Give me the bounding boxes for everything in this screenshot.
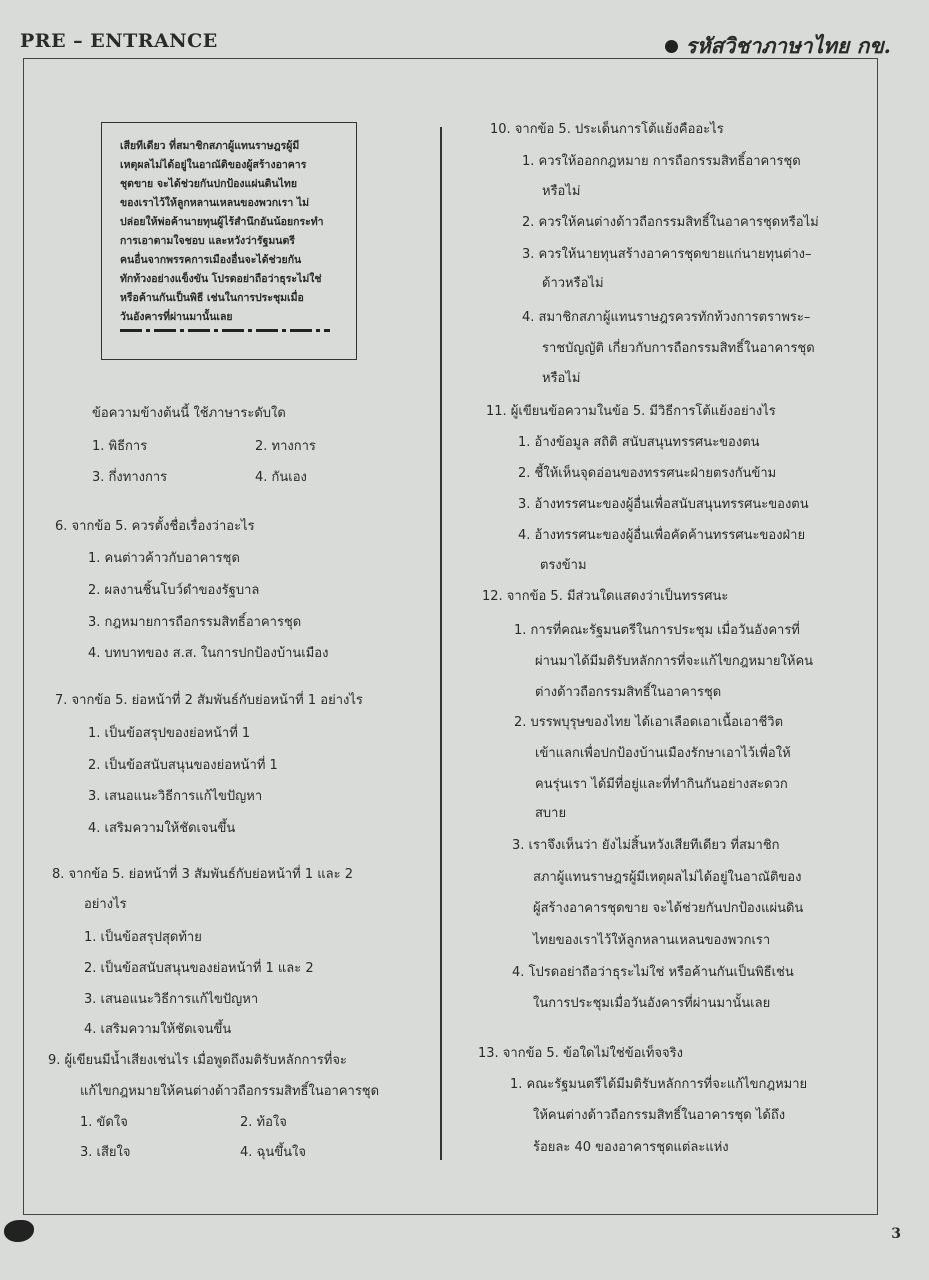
ink-smudge [4,1220,34,1242]
option: 1. คณะรัฐมนตรีได้มีมติรับหลักการที่จะแก้ไขกฎหมาย [510,1077,808,1092]
quote-line: คนอื่นจากพรรคการเมืองอื่นจะได้ช่วยกัน [120,254,302,266]
option: 3. เสนอแนะวิธีการแก้ไขปัญหา [88,789,263,804]
option-cont: ราชบัญญัติ เกี่ยวกับการถือกรรมสิทธิ์ในอาคารชุด [542,341,815,356]
option-cont: คนรุ่นเรา ได้มีที่อยู่และที่ทำกินกันอย่างสะดวก [535,777,788,792]
option: 3. เสียใจ [80,1145,131,1160]
option-cont: ผู้สร้างอาคารชุดขาย จะได้ช่วยกันปกป้องแผ่นดิน [533,901,804,916]
option: 2. เป็นข้อสนับสนุนของย่อหน้าที่ 1 [88,758,278,773]
option: 1. ขัดใจ [80,1115,128,1130]
option: 4. บทบาทของ ส.ส. ในการปกป้องบ้านเมือง [88,646,329,661]
option: 3. อ้างทรรศนะของผู้อื่นเพื่อสนับสนุนทรรศนะของตน [518,497,809,512]
option: 2. ควรให้คนต่างด้าวถือกรรมสิทธิ์ในอาคารชุดหรือไม่ [522,215,819,230]
question-9-cont: แก้ไขกฎหมายให้คนต่างด้าวถือกรรมสิทธิ์ในอาคารชุด [80,1084,380,1099]
option-cont: ผ่านมาได้มีมติรับหลักการที่จะแก้ไขกฎหมายให้คน [535,654,814,669]
question-8-cont: อย่างไร [84,897,127,912]
option: 4. กันเอง [255,470,307,485]
quote-line: การเอาตามใจชอบ และหวังว่ารัฐมนตรี [120,235,295,247]
option: 4. เสริมความให้ชัดเจนขึ้น [84,1022,232,1037]
option-cont: สบาย [535,806,567,821]
option: 3. เสนอแนะวิธีการแก้ไขปัญหา [84,992,259,1007]
option: 4. อ้างทรรศนะของผู้อื่นเพื่อคัดค้านทรรศนะของฝ่าย [518,528,806,543]
option: 1. ควรให้ออกกฎหมาย การถือกรรมสิทธิ์อาคารชุด [522,154,801,169]
question-9: 9. ผู้เขียนมีน้ำเสียงเช่นไร เมื่อพูดถึงมติรับหลักการที่จะ [48,1053,347,1068]
quote-line: ปล่อยให้พ่อค้านายทุนผู้ไร้สำนึกอันน้อยกระทำ [120,216,324,228]
question-12: 12. จากข้อ 5. มีส่วนใดแสดงว่าเป็นทรรศนะ [482,589,729,604]
option: 2. บรรพบุรุษของไทย ได้เอาเลือดเอาเนื้อเอาชีวิต [514,715,784,730]
quote-line: วันอังคารที่ผ่านมานั้นเลย [120,311,233,323]
column-divider [440,127,442,1160]
option: 3. กฎหมายการถือกรรมสิทธิ์อาคารชุด [88,615,302,630]
option: 2. เป็นข้อสนับสนุนของย่อหน้าที่ 1 และ 2 [84,961,314,976]
bullet-icon [665,40,678,53]
quote-line: ของเราไว้ให้ลูกหลานเหลนของพวกเรา ไม่ [120,197,310,209]
question-text: ข้อความข้างต้นนี้ ใช้ภาษาระดับใด [92,406,286,421]
option: 3. ควรให้นายทุนสร้างอาคารชุดขายแก่นายทุนต่าง– [522,247,812,262]
quote-box [101,122,357,360]
quote-line: เสียทีเดียว ที่สมาชิกสภาผู้แทนราษฎรผู้มี [120,140,300,152]
option-cont: ด้าวหรือไม่ [542,276,604,291]
option: 2. ท้อใจ [240,1115,287,1130]
option: 2. ผลงานชิ้นโบว์ดำของรัฐบาล [88,583,260,598]
option: 4. สมาชิกสภาผู้แทนราษฎรควรทักท้วงการตราพระ– [522,310,811,325]
option: 1. อ้างข้อมูล สถิติ สนับสนุนทรรศนะของตน [518,435,760,450]
option-cont: เข้าแลกเพื่อปกป้องบ้านเมืองรักษาเอาไว้เพื่อให้ [535,746,791,761]
subject-code: รหัสวิชาภาษาไทย กข. [685,33,891,58]
option-cont: ต่างด้าวถือกรรมสิทธิ์ในอาคารชุด [535,685,722,700]
question-7: 7. จากข้อ 5. ย่อหน้าที่ 2 สัมพันธ์กับย่อหน้าที่ 1 อย่างไร [55,693,363,708]
option-cont: สภาผู้แทนราษฎรผู้มีเหตุผลไม่ได้อยู่ในอาณัติของ [533,870,802,885]
question-10: 10. จากข้อ 5. ประเด็นการโต้แย้งคืออะไร [490,122,724,137]
option: 1. คนต่าวค้าวกับอาคารชุด [88,551,240,566]
option-cont: ตรงข้าม [540,558,587,573]
question-8: 8. จากข้อ 5. ย่อหน้าที่ 3 สัมพันธ์กับย่อหน้าที่ 1 และ 2 [52,867,354,882]
option: 4. โปรดอย่าถือว่าธุระไม่ใช่ หรือค้านกันเป็นพิธีเช่น [512,965,794,980]
question-11: 11. ผู้เขียนข้อความในข้อ 5. มีวิธีการโต้แย้งอย่างไร [486,404,776,419]
option-cont: ร้อยละ 40 ของอาคารชุดแต่ละแห่ง [533,1140,729,1155]
option: 1. เป็นข้อสรุปสุดท้าย [84,930,202,945]
option-cont: หรือไม่ [542,184,581,199]
option-cont: ให้คนต่างด้าวถือกรรมสิทธิ์ในอาคารชุด ได้ถึง [533,1108,786,1123]
option: 4. ฉุนขึ้นใจ [240,1145,307,1160]
quote-line: ทักท้วงอย่างแข็งขัน โปรดอย่าถือว่าธุระไม่ใช่ [120,273,322,285]
header-left: PRE – ENTRANCE [20,30,218,52]
option: 1. การที่คณะรัฐมนตรีในการประชุม เมื่อวันอังคารที่ [514,623,800,638]
question-6: 6. จากข้อ 5. ควรตั้งชื่อเรื่องว่าอะไร [55,519,255,534]
option-cont: ไทยของเราไว้ให้ลูกหลานเหลนของพวกเรา [533,933,771,948]
option: 2. ชี้ให้เห็นจุดอ่อนของทรรศนะฝ่ายตรงกันข้าม [518,466,777,481]
option: 4. เสริมความให้ชัดเจนขึ้น [88,821,236,836]
ornament-rule [120,329,330,332]
option-cont: หรือไม่ [542,371,581,386]
option: 3. กึ่งทางการ [92,470,168,485]
quote-line: ชุดขาย จะได้ช่วยกันปกป้องแผ่นดินไทย [120,178,297,190]
option-cont: ในการประชุมเมื่อวันอังคารที่ผ่านมานั้นเลย [533,996,771,1011]
page-number: 3 [891,1226,901,1242]
question-13: 13. จากข้อ 5. ข้อใดไม่ใช่ข้อเท็จจริง [478,1046,683,1061]
quote-line: หรือค้านกันเป็นพิธี เช่นในการประชุมเมื่อ [120,292,304,304]
option: 3. เราจึงเห็นว่า ยังไม่สิ้นหวังเสียทีเดียว ที่สมาชิก [512,838,780,853]
option: 1. พิธีการ [92,439,148,454]
option: 2. ทางการ [255,439,316,454]
quote-line: เหตุผลไม่ได้อยู่ในอาณัติของผู้สร้างอาคาร [120,159,307,171]
option: 1. เป็นข้อสรุปของย่อหน้าที่ 1 [88,726,251,741]
